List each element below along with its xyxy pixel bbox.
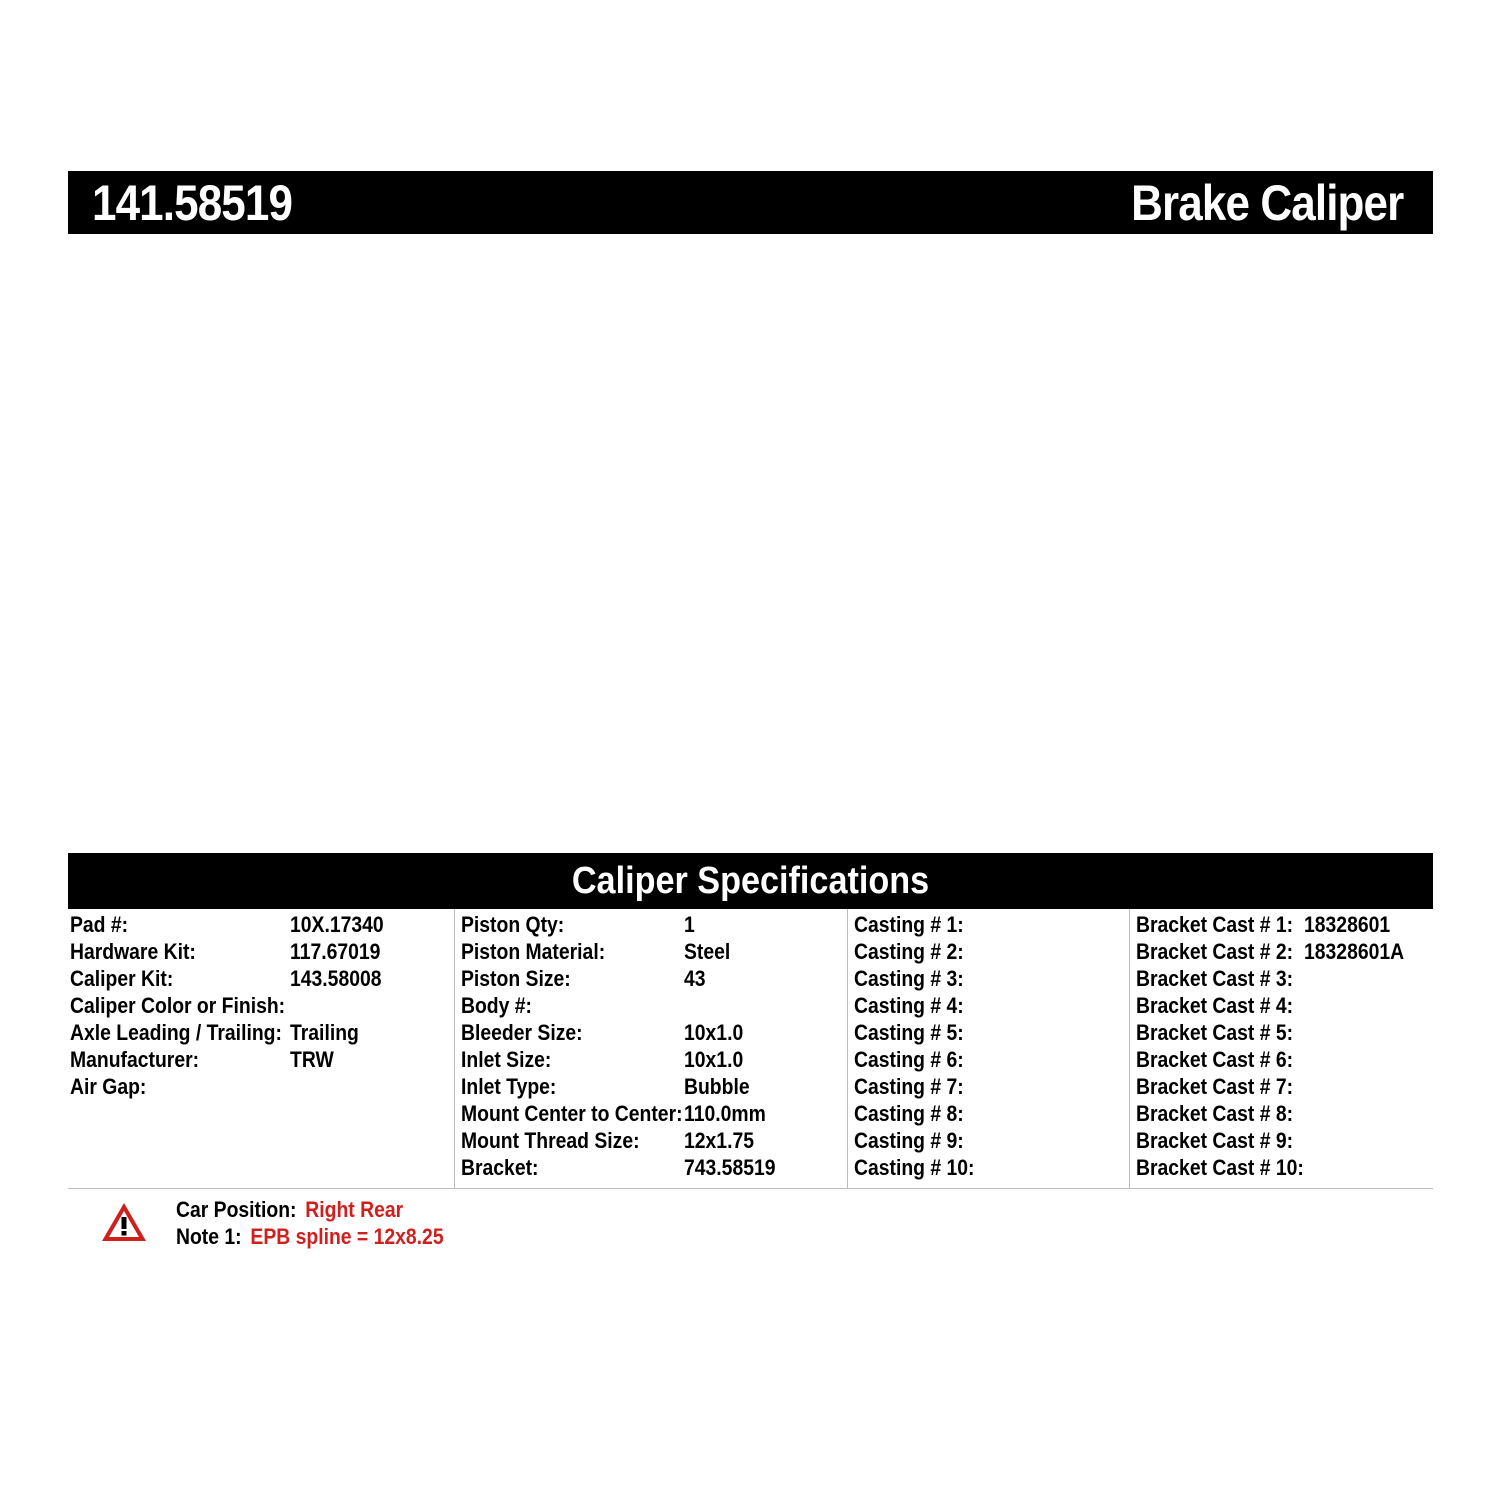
part-type: Brake Caliper bbox=[1130, 175, 1403, 231]
spec-label: Mount Thread Size: bbox=[461, 1128, 640, 1153]
spec-value: 117.67019 bbox=[290, 939, 381, 964]
spec-value: 10x1.0 bbox=[684, 1047, 744, 1072]
spec-row bbox=[455, 1073, 847, 1100]
note-label: Note 1: bbox=[176, 1224, 242, 1249]
spec-row bbox=[848, 992, 1129, 1019]
spec-row bbox=[848, 1073, 1129, 1100]
spec-row bbox=[455, 1019, 847, 1046]
note-car-position bbox=[176, 1196, 403, 1223]
spec-value: 1 bbox=[684, 912, 695, 937]
spec-label: Axle Leading / Trailing: bbox=[70, 1020, 282, 1045]
spec-row bbox=[1130, 965, 1433, 992]
spec-row bbox=[848, 911, 1129, 938]
spec-value: 18328601A bbox=[1304, 939, 1405, 964]
spec-row bbox=[848, 1019, 1129, 1046]
spec-label: Bracket Cast # 5: bbox=[1136, 1020, 1294, 1045]
spec-value: 143.58008 bbox=[290, 966, 382, 991]
spec-row bbox=[455, 992, 847, 1019]
specifications-header bbox=[68, 853, 1433, 909]
product-header bbox=[68, 171, 1433, 234]
spec-label: Casting # 7: bbox=[854, 1074, 964, 1099]
spec-row bbox=[68, 1046, 454, 1073]
spec-label: Casting # 10: bbox=[854, 1155, 975, 1180]
spec-label: Hardware Kit: bbox=[70, 939, 196, 964]
spec-row bbox=[1130, 911, 1433, 938]
spec-value: 18328601 bbox=[1304, 912, 1391, 937]
spec-label: Inlet Type: bbox=[461, 1074, 557, 1099]
spec-row bbox=[1130, 1154, 1433, 1181]
spec-label: Casting # 8: bbox=[854, 1101, 964, 1126]
spec-row bbox=[68, 938, 454, 965]
spec-value: 12x1.75 bbox=[684, 1128, 754, 1153]
spec-row bbox=[68, 1019, 454, 1046]
spec-value: 10x1.0 bbox=[684, 1020, 744, 1045]
spec-value: 743.58519 bbox=[684, 1155, 776, 1180]
spec-row bbox=[1130, 992, 1433, 1019]
spec-value: 43 bbox=[684, 966, 706, 991]
spec-value: Bubble bbox=[684, 1074, 750, 1099]
spec-label: Piston Size: bbox=[461, 966, 571, 991]
spec-value: Trailing bbox=[290, 1020, 359, 1045]
spec-label: Caliper Color or Finish: bbox=[70, 993, 286, 1018]
warning-triangle-icon bbox=[100, 1200, 148, 1244]
spec-label: Air Gap: bbox=[70, 1074, 147, 1099]
spec-row bbox=[848, 965, 1129, 992]
spec-label: Casting # 5: bbox=[854, 1020, 964, 1045]
spec-label: Caliper Kit: bbox=[70, 966, 174, 991]
spec-row bbox=[1130, 1100, 1433, 1127]
spec-row bbox=[68, 992, 454, 1019]
spec-label: Piston Qty: bbox=[461, 912, 565, 937]
spec-label: Bracket Cast # 8: bbox=[1136, 1101, 1294, 1126]
spec-label: Bracket Cast # 2: bbox=[1136, 939, 1294, 964]
spec-label: Bleeder Size: bbox=[461, 1020, 583, 1045]
spec-row bbox=[848, 938, 1129, 965]
spec-row bbox=[1130, 1046, 1433, 1073]
spec-label: Manufacturer: bbox=[70, 1047, 200, 1072]
spec-value: 10X.17340 bbox=[290, 912, 384, 937]
note-1 bbox=[176, 1223, 444, 1250]
spec-label: Inlet Size: bbox=[461, 1047, 552, 1072]
note-label: Car Position: bbox=[176, 1197, 297, 1222]
spec-row bbox=[455, 965, 847, 992]
spec-label: Mount Center to Center: bbox=[461, 1101, 683, 1126]
spec-column-general bbox=[68, 909, 454, 1188]
spec-row bbox=[848, 1127, 1129, 1154]
part-number: 141.58519 bbox=[92, 175, 293, 231]
spec-label: Bracket Cast # 1: bbox=[1136, 912, 1294, 937]
spec-label: Body #: bbox=[461, 993, 533, 1018]
spec-row bbox=[455, 1127, 847, 1154]
spec-label: Casting # 1: bbox=[854, 912, 964, 937]
spec-value: Steel bbox=[684, 939, 731, 964]
spec-label: Casting # 9: bbox=[854, 1128, 964, 1153]
specifications-table bbox=[68, 909, 1433, 1189]
spec-value: TRW bbox=[290, 1047, 334, 1072]
spec-row bbox=[1130, 938, 1433, 965]
spec-label: Casting # 3: bbox=[854, 966, 964, 991]
spec-label: Bracket Cast # 4: bbox=[1136, 993, 1294, 1018]
spec-column-piston bbox=[454, 909, 847, 1188]
spec-row bbox=[455, 1154, 847, 1181]
spec-row bbox=[68, 1073, 454, 1100]
spec-row bbox=[68, 965, 454, 992]
spec-row bbox=[848, 1154, 1129, 1181]
spec-row bbox=[455, 911, 847, 938]
spec-column-bracket-cast bbox=[1129, 909, 1433, 1188]
spec-label: Casting # 4: bbox=[854, 993, 964, 1018]
spec-row bbox=[455, 1100, 847, 1127]
note-value: EPB spline = 12x8.25 bbox=[250, 1224, 444, 1249]
spec-label: Piston Material: bbox=[461, 939, 606, 964]
spec-label: Bracket Cast # 6: bbox=[1136, 1047, 1294, 1072]
spec-row bbox=[848, 1046, 1129, 1073]
spec-label: Casting # 6: bbox=[854, 1047, 964, 1072]
spec-label: Casting # 2: bbox=[854, 939, 964, 964]
spec-row bbox=[1130, 1019, 1433, 1046]
spec-row bbox=[1130, 1073, 1433, 1100]
spec-row bbox=[1130, 1127, 1433, 1154]
spec-label: Pad #: bbox=[70, 912, 129, 937]
spec-label: Bracket Cast # 9: bbox=[1136, 1128, 1294, 1153]
spec-column-casting bbox=[847, 909, 1129, 1188]
spec-row bbox=[455, 1046, 847, 1073]
spec-label: Bracket Cast # 10: bbox=[1136, 1155, 1304, 1180]
spec-row bbox=[455, 938, 847, 965]
spec-row bbox=[848, 1100, 1129, 1127]
spec-label: Bracket: bbox=[461, 1155, 539, 1180]
notes-section bbox=[100, 1196, 700, 1252]
spec-label: Bracket Cast # 3: bbox=[1136, 966, 1294, 991]
specifications-title: Caliper Specifications bbox=[571, 860, 930, 902]
spec-value: 110.0mm bbox=[684, 1101, 766, 1126]
note-value: Right Rear bbox=[305, 1197, 404, 1222]
spec-label: Bracket Cast # 7: bbox=[1136, 1074, 1294, 1099]
spec-row bbox=[68, 911, 454, 938]
